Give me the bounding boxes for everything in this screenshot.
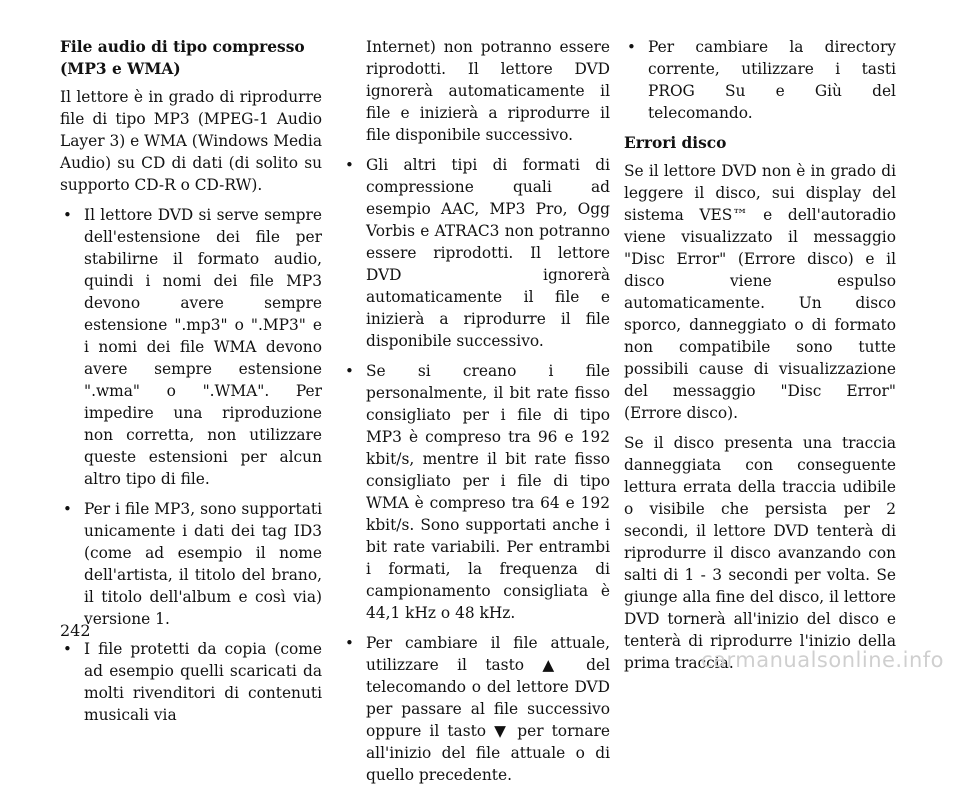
column-2 — [342, 36, 610, 794]
column-1 — [60, 36, 322, 734]
column-3 — [624, 36, 896, 682]
bullet-text: I file protetti da copia (come ad esempio quelli scaricati da molti rivenditori di contenuti musicali via — [84, 640, 322, 724]
bullet-item — [60, 498, 322, 630]
bullet-list-2 — [342, 154, 610, 786]
bullet-item — [624, 36, 896, 124]
page-number: 242 — [60, 621, 91, 640]
bullet-item — [342, 154, 610, 352]
disc-error-paragraph-1: Se il lettore DVD non è in grado di leggere il disco, sui display del sistema VES™ e dell'autoradio viene visualizzato il messaggio "Disc Error" (Errore disco) e il disco viene espulso automaticamente. Un disco sporco, danneggiato o di formato non compatibile sono tutte possibili cause di visualizzazione del messaggio "Disc Error" (Errore disco). — [624, 162, 896, 422]
bullet-icon: • — [345, 156, 354, 174]
bullet-item — [342, 360, 610, 624]
section-heading-disc-errors: Errori disco — [624, 134, 727, 152]
bullet-icon: • — [345, 634, 354, 652]
bullet-text: Il lettore DVD si serve sempre dell'estensione dei file per stabilirne il formato audio, quindi i nomi dei file MP3 devono avere sempre estensione ".mp3" o ".MP3" e i nomi dei file WMA devono avere sempre estensione ".wma" o ".WMA". Per impedire una riproduzione non corretta, non utilizzare queste estensioni per alcun altro tipo di file. — [84, 206, 322, 488]
bullet-text: Per cambiare il file attuale, utilizzare il tasto ▲ del telecomando o del lettore DVD per passare al file successivo oppure il tasto ▼ per tornare all'inizio del file attuale o di quello precedente. — [366, 634, 610, 784]
watermark: carmanualsonline.info — [701, 648, 944, 672]
bullet-text: Per i file MP3, sono supportati unicamente i dati dei tag ID3 (come ad esempio il nome dell'artista, il titolo del brano, il titolo dell'album e così via) versione 1. — [84, 500, 322, 628]
bullet-icon: • — [345, 362, 354, 380]
bullet-icon: • — [63, 640, 72, 658]
bullet-text: Se si creano i file personalmente, il bit rate fisso consigliato per i file di tipo MP3 è compreso tra 96 e 192 kbit/s, mentre il bit rate fisso consigliato per i file di tipo WMA è compreso tra 64 e 192 kbit/s. Sono supportati anche i bit rate variabili. Per entrambi i formati, la frequenza di campionamento consigliata è 44,1 kHz o 48 kHz. — [366, 362, 610, 622]
intro-paragraph: Il lettore è in grado di riprodurre file di tipo MP3 (MPEG-1 Audio Layer 3) e WMA (Windows Media Audio) su CD di dati (di solito su supporto CD-R o CD-RW). — [60, 88, 323, 194]
bullet-icon: • — [627, 38, 636, 56]
bullet-item — [342, 632, 610, 786]
disc-error-paragraph-2: Se il disco presenta una traccia danneggiata con conseguente lettura errata della traccia udibile o visibile che persista per 2 secondi, il lettore DVD tenterà di riprodurre il disco avanzando con salti di 1 - 3 secondi per volta. Se giunge alla fine del disco, il lettore DVD tornerà all'inizio del disco e tenterà di riprodurre l'inizio della prima traccia. — [624, 434, 896, 672]
bullet-text: Per cambiare la directory corrente, utilizzare i tasti PROG Su e Giù del telecomando. — [648, 38, 896, 122]
bullet-list-1 — [60, 204, 322, 726]
bullet-icon: • — [63, 500, 72, 518]
bullet-list-3 — [624, 36, 896, 124]
bullet-item — [60, 204, 322, 490]
bullet-icon: • — [63, 206, 72, 224]
continuation-text: Internet) non potranno essere riprodotti. Il lettore DVD ignorerà automaticamente il file e inizierà a riprodurre il file disponibile successivo. — [366, 38, 610, 144]
bullet-item — [60, 638, 322, 726]
bullet-text: Gli altri tipi di formati di compressione quali ad esempio AAC, MP3 Pro, Ogg Vorbis e ATRAC3 non potranno essere riprodotti. Il lettore DVD ignorerà automaticamente il file e inizierà a riprodurre il file disponibile successivo. — [366, 156, 610, 350]
section-heading-compressed-audio: File audio di tipo compresso (MP3 e WMA) — [60, 38, 305, 78]
